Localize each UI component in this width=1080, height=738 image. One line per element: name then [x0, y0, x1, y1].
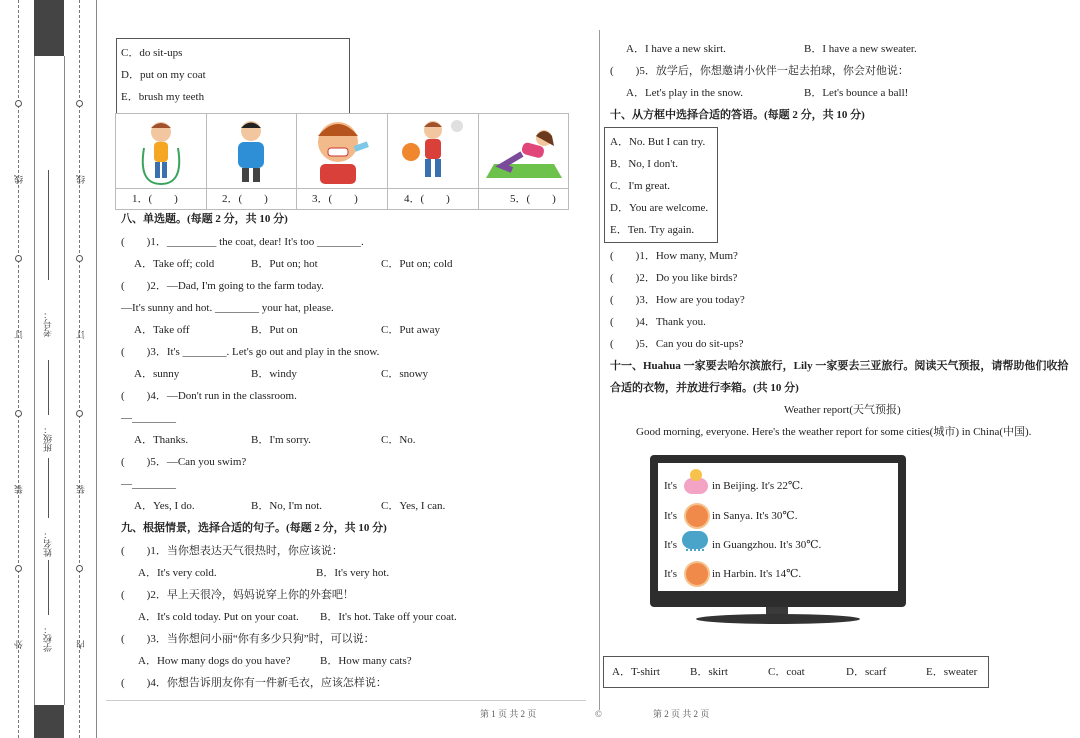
- footer-mark: ©: [595, 709, 602, 719]
- s8-q5-stem: ( )5．—Can you swim?: [121, 456, 247, 468]
- s9-q4-opt-a: A．I have a new skirt.: [626, 43, 726, 55]
- binding-dot: [15, 100, 22, 107]
- school-label: 学校：: [43, 625, 53, 652]
- s10-q5: ( )5．Can you do sit-ups?: [610, 338, 744, 350]
- s9-q1-stem: ( )1．当你想表达天气很热时，你应该说：: [121, 545, 343, 557]
- weather-intro: Good morning, everyone. Here's the weather report for some cities(城市) in China(中国).: [636, 426, 1032, 438]
- binding-mark: 装: [14, 485, 24, 494]
- sit-ups-girl-icon: [482, 124, 566, 182]
- s8-q2-opt-c: C．Put away: [381, 324, 440, 336]
- page-2-footer: 第 2 页 共 2 页: [653, 709, 710, 719]
- binding-cut-line-inner: [79, 0, 80, 738]
- page-divider: [599, 30, 600, 710]
- binding-mark: 内: [76, 640, 86, 649]
- s9-q4-opt-b: B．I have a new sweater.: [804, 43, 917, 55]
- brushing-teeth-boy-icon: [310, 116, 372, 186]
- weather-row-1-pre: It's: [664, 480, 677, 492]
- picture-label-3: 3．( ): [312, 193, 358, 205]
- s8-q5-opt-a: A．Yes, I do.: [134, 500, 195, 512]
- rain-drops-icon: [686, 549, 704, 555]
- coat-boy-icon: [228, 118, 274, 186]
- picture-label-1: 1．( ): [132, 193, 178, 205]
- clothes-e: E．sweater: [926, 666, 978, 678]
- weather-row-4-pre: It's: [664, 568, 677, 580]
- answer-box: [604, 127, 718, 243]
- section-11-title-line2: 合适的衣物，并放进行李箱。(共 10 分): [610, 382, 799, 394]
- s9-q3-opt-a: A．How many dogs do you have?: [138, 655, 291, 667]
- s8-q4-opt-a: A．Thanks.: [134, 434, 189, 446]
- page-1-bottom-rule: [106, 700, 586, 701]
- s8-q2-extra: —It's sunny and hot. ________ your hat, please.: [121, 302, 334, 314]
- option-d: D．put on my coat: [121, 69, 206, 81]
- binding-dot: [15, 410, 22, 417]
- s8-q3-opt-c: C．snowy: [381, 368, 429, 380]
- s8-q3-opt-b: B．windy: [251, 368, 297, 380]
- s8-q4-opt-c: C．No.: [381, 434, 416, 446]
- section-9-title: 九、根据情景，选择合适的句子。(每题 2 分，共 10 分): [121, 522, 387, 534]
- weather-row-3-text: in Guangzhou. It's 30℃.: [712, 539, 822, 551]
- s9-q5-stem: ( )5．放学后，你想邀请小伙伴一起去拍球，你会对他说：: [610, 65, 909, 77]
- section-11-title-line1: 十一、Huahua 一家要去哈尔滨旅行，Lily 一家要去三亚旅行。阅读天气预报，请帮助他们收拾: [610, 360, 1069, 372]
- clothes-d: D．scarf: [846, 666, 887, 678]
- s8-q5-opt-c: C．Yes, I can.: [381, 500, 446, 512]
- binding-mark: 线: [14, 175, 24, 184]
- binding-dot: [15, 565, 22, 572]
- sunny-icon: [684, 503, 710, 529]
- binding-dot: [76, 565, 83, 572]
- s9-q5-opt-a: A．Let's play in the snow.: [626, 87, 744, 99]
- s8-q2-stem: ( )2．—Dad, I'm going to the farm today.: [121, 280, 324, 292]
- name-label: 姓名：: [43, 530, 53, 557]
- s9-q5-opt-b: B．Let's bounce a ball!: [804, 87, 909, 99]
- picture-label-5: 5．( ): [510, 193, 556, 205]
- section-10-title: 十、从方框中选择合适的答语。(每题 2 分，共 10 分): [610, 109, 865, 121]
- page-1-footer: 第 1 页 共 2 页: [480, 709, 537, 719]
- s8-q2-opt-a: A．Take off: [134, 324, 190, 336]
- exam-id-line: [48, 360, 49, 415]
- weather-row-2-pre: It's: [664, 510, 677, 522]
- cloudy-sun-icon: [690, 469, 702, 481]
- clothes-b: B．skirt: [690, 666, 728, 678]
- weather-monitor: [650, 455, 906, 607]
- s8-q4-stem: ( )4．—Don't run in the classroom.: [121, 390, 297, 402]
- s9-q4-stem: ( )4．你想告诉朋友你有一件新毛衣，应该怎样说：: [121, 677, 387, 689]
- s8-q4-opt-b: B．I'm sorry.: [251, 434, 311, 446]
- binding-frame: [34, 56, 65, 705]
- option-c: C．do sit-ups: [121, 47, 183, 59]
- weather-row-3-pre: It's: [664, 539, 677, 551]
- answer-d: D．You are welcome.: [610, 202, 709, 214]
- class-label: 班级：: [43, 425, 53, 452]
- s8-q2-opt-b: B．Put on: [251, 324, 298, 336]
- picture-table: [115, 113, 569, 210]
- binding-mark: 装: [76, 485, 86, 494]
- clothes-box: [603, 656, 989, 688]
- picture-label-4: 4．( ): [404, 193, 450, 205]
- binding-mark: 订: [14, 330, 24, 339]
- s10-q3: ( )3．How are you today?: [610, 294, 745, 306]
- s9-q2-opt-b: B．It's hot. Take off your coat.: [320, 611, 457, 623]
- binding-dot: [15, 255, 22, 262]
- s9-q1-opt-a: A．It's very cold.: [138, 567, 217, 579]
- extra-line: [48, 170, 49, 280]
- picture-label-2: 2．( ): [222, 193, 268, 205]
- weather-screen: [658, 463, 898, 591]
- binding-mark: 订: [76, 330, 86, 339]
- s8-q5-extra: —________: [121, 478, 176, 490]
- option-e: E．brush my teeth: [121, 91, 205, 103]
- binding-dot: [76, 100, 83, 107]
- jump-rope-boy-icon: [134, 118, 188, 186]
- s9-q2-opt-a: A．It's cold today. Put on your coat.: [138, 611, 299, 623]
- weather-row-2-text: in Sanya. It's 30℃.: [712, 510, 798, 522]
- s8-q5-opt-b: B．No, I'm not.: [251, 500, 323, 512]
- s8-q1-opt-b: B．Put on; hot: [251, 258, 318, 270]
- monitor-stand: [696, 614, 860, 624]
- clothes-a: A．T-shirt: [612, 666, 660, 678]
- rainy-icon: [682, 531, 708, 549]
- s9-q3-opt-b: B．How many cats?: [320, 655, 412, 667]
- answer-e: E．Ten. Try again.: [610, 224, 695, 236]
- binding-dot: [76, 410, 83, 417]
- s9-q1-opt-b: B．It's very hot.: [316, 567, 390, 579]
- weather-row-4-text: in Harbin. It's 14℃.: [712, 568, 802, 580]
- s8-q3-opt-a: A．sunny: [134, 368, 180, 380]
- s8-q1-opt-a: A．Take off; cold: [134, 258, 215, 270]
- basketball-boy-icon: [397, 116, 467, 186]
- s8-q1-stem: ( )1．_________ the coat, dear! It's too ________.: [121, 236, 364, 248]
- clothes-c: C．coat: [768, 666, 805, 678]
- s8-q1-opt-c: C．Put on; cold: [381, 258, 453, 270]
- weather-row-1-text: in Beijing. It's 22℃.: [712, 480, 803, 492]
- s10-q4: ( )4．Thank you.: [610, 316, 706, 328]
- s10-q2: ( )2．Do you like birds?: [610, 272, 738, 284]
- section-8-title: 八、单选题。(每题 2 分，共 10 分): [121, 213, 288, 225]
- answer-c: C．I'm great.: [610, 180, 671, 192]
- s10-q1: ( )1．How many, Mum?: [610, 250, 738, 262]
- exam-id-label: 考号：: [43, 310, 53, 337]
- binding-dot: [76, 255, 83, 262]
- weather-title: Weather report(天气预报): [784, 404, 901, 416]
- answer-b: B．No, I don't.: [610, 158, 678, 170]
- binding-bar-top: [34, 0, 64, 56]
- binding-cut-line-outer: [18, 0, 19, 738]
- name-line: [48, 560, 49, 615]
- s8-q3-stem: ( )3．It's ________. Let's go out and play in the snow.: [121, 346, 380, 358]
- binding-mark: 线: [76, 175, 86, 184]
- binding-mark: 外: [14, 640, 24, 649]
- s8-q4-extra: —________: [121, 412, 176, 424]
- s9-q2-stem: ( )2．早上天很冷，妈妈说穿上你的外套吧！: [121, 589, 354, 601]
- binding-bar-bottom: [34, 705, 64, 738]
- class-line: [48, 458, 49, 518]
- answer-a: A．No. But I can try.: [610, 136, 706, 148]
- options-box: [116, 38, 350, 114]
- sunny-icon: [684, 561, 710, 587]
- s9-q3-stem: ( )3．当你想问小丽“你有多少只狗”时，可以说：: [121, 633, 375, 645]
